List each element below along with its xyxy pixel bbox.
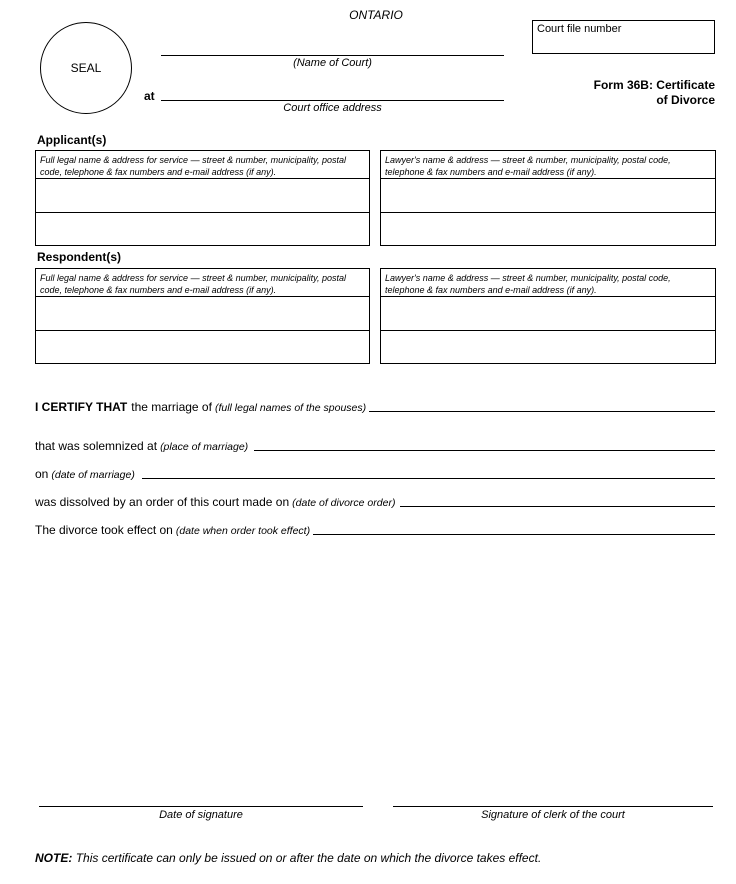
applicant-hint: Full legal name & address for service — street & number, municipality, postal code, telephone & fax numbers and e-mail address (if any). bbox=[36, 151, 369, 179]
respondent-lawyer-box bbox=[380, 268, 716, 364]
marriage-date-line bbox=[35, 467, 715, 481]
applicant-lawyer-box bbox=[380, 150, 716, 246]
spouses-line bbox=[35, 400, 715, 414]
certify-text: the marriage of bbox=[131, 400, 212, 414]
certify-bold: I CERTIFY THAT bbox=[35, 400, 128, 414]
province-heading: ONTARIO bbox=[349, 8, 403, 22]
form-title bbox=[540, 78, 715, 108]
solemnized-hint: (place of marriage) bbox=[160, 441, 249, 453]
date-of-signature-caption: Date of signature bbox=[159, 809, 243, 821]
court-name-field[interactable] bbox=[161, 55, 504, 56]
respondent-hint: Full legal name & address for service — street & number, municipality, postal code, telephone & fax numbers and e-mail address (if any). bbox=[36, 269, 369, 297]
court-office-address-field[interactable] bbox=[161, 100, 504, 101]
effect-line bbox=[35, 523, 715, 537]
date-of-signature-field[interactable] bbox=[39, 806, 363, 807]
effect-hint: (date when order took effect) bbox=[175, 525, 311, 537]
court-file-number-label: Court file number bbox=[537, 23, 622, 35]
at-label: at bbox=[144, 89, 155, 103]
spouses-names-field[interactable] bbox=[369, 411, 715, 412]
dissolved-line bbox=[35, 495, 715, 509]
clerk-signature-caption: Signature of clerk of the court bbox=[481, 809, 625, 821]
certify-hint: (full legal names of the spouses) bbox=[214, 402, 367, 414]
dissolved-hint: (date of divorce order) bbox=[292, 497, 396, 509]
applicant-lawyer-field-2[interactable] bbox=[381, 212, 715, 245]
court-file-number-field[interactable] bbox=[532, 20, 715, 54]
applicant-lawyer-field-1[interactable] bbox=[381, 179, 715, 212]
applicant-field-2[interactable] bbox=[36, 212, 369, 245]
note-text: This certificate can only be issued on or after the date on which the divorce takes effect. bbox=[75, 851, 542, 865]
respondent-lawyer-field-2[interactable] bbox=[381, 330, 715, 363]
respondent-field-1[interactable] bbox=[36, 297, 369, 330]
on-text: on bbox=[35, 467, 49, 481]
respondent-heading: Respondent(s) bbox=[37, 250, 121, 264]
applicant-field-1[interactable] bbox=[36, 179, 369, 212]
form-title-line-1: Form 36B: Certificate bbox=[593, 78, 715, 92]
applicant-heading: Applicant(s) bbox=[37, 133, 107, 147]
court-office-caption: Court office address bbox=[283, 102, 382, 114]
footer-note bbox=[35, 851, 541, 865]
note-label: NOTE: bbox=[35, 851, 73, 865]
date-of-marriage-field[interactable] bbox=[142, 478, 715, 479]
date-took-effect-field[interactable] bbox=[313, 534, 715, 535]
form-title-line-2: of Divorce bbox=[656, 93, 715, 107]
effect-text: The divorce took effect on bbox=[35, 523, 173, 537]
court-seal bbox=[40, 22, 132, 114]
seal-label: SEAL bbox=[70, 61, 102, 75]
clerk-signature-field[interactable] bbox=[393, 806, 713, 807]
solemnized-text: that was solemnized at bbox=[35, 439, 158, 453]
on-hint: (date of marriage) bbox=[51, 469, 135, 481]
place-of-marriage-field[interactable] bbox=[254, 450, 715, 451]
date-of-divorce-order-field[interactable] bbox=[400, 506, 715, 507]
respondent-lawyer-hint: Lawyer's name & address — street & number, municipality, postal code, telephone & fax numbers and e-mail address (if any). bbox=[381, 269, 715, 297]
applicant-box bbox=[35, 150, 370, 246]
respondent-field-2[interactable] bbox=[36, 330, 369, 363]
applicant-lawyer-hint: Lawyer's name & address — street & number, municipality, postal code, telephone & fax numbers and e-mail address (if any). bbox=[381, 151, 715, 179]
respondent-lawyer-field-1[interactable] bbox=[381, 297, 715, 330]
court-name-caption: (Name of Court) bbox=[293, 57, 372, 69]
solemnized-line bbox=[35, 439, 715, 453]
dissolved-text: was dissolved by an order of this court made on bbox=[35, 495, 290, 509]
respondent-box bbox=[35, 268, 370, 364]
